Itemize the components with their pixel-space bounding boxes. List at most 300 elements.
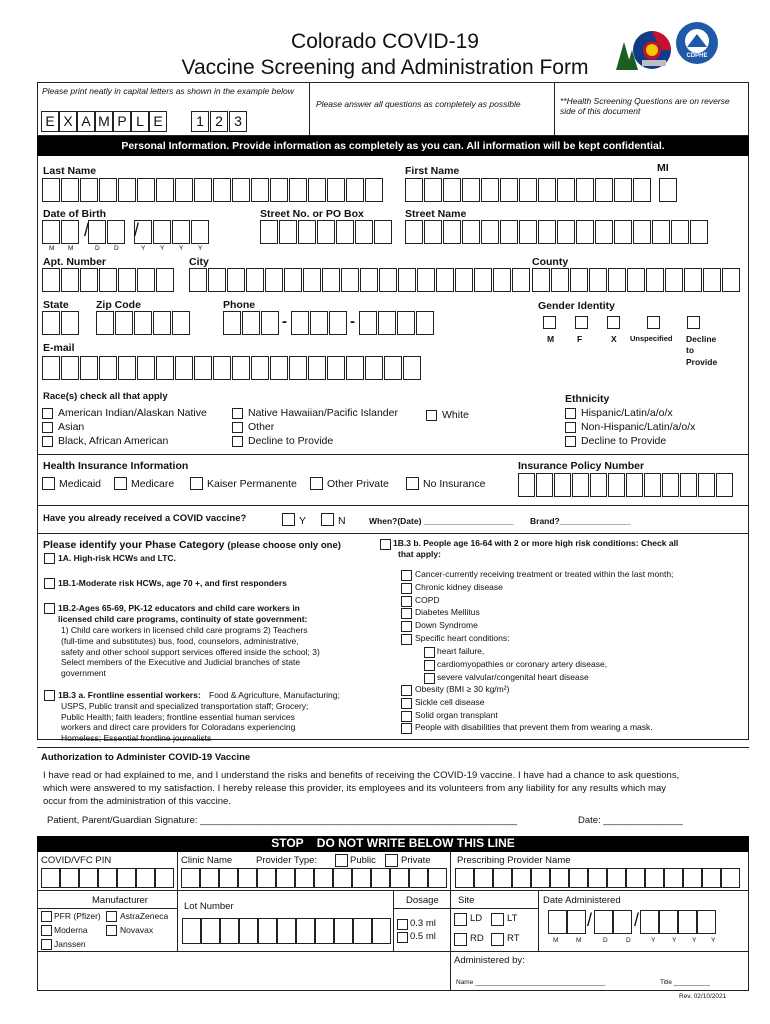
street-no-cell[interactable] <box>260 220 278 244</box>
lot-number-cell[interactable] <box>239 918 258 944</box>
prescriber-name-cell[interactable] <box>531 868 550 888</box>
pin-cell[interactable] <box>155 868 174 888</box>
street-no-label: Street No. or PO Box <box>260 208 364 220</box>
dob-cell[interactable] <box>107 220 125 244</box>
email-cell[interactable] <box>80 356 98 380</box>
first-name-cell[interactable] <box>424 178 442 202</box>
race-col2-option-checkbox[interactable] <box>232 436 243 447</box>
gender-x-checkbox[interactable] <box>607 316 620 329</box>
clinic-name-cell[interactable] <box>181 868 200 888</box>
first-name-cell[interactable] <box>481 178 499 202</box>
clinic-name-cell[interactable] <box>333 868 352 888</box>
phase-1b1-checkbox[interactable] <box>44 578 55 589</box>
email-cell[interactable] <box>308 356 326 380</box>
street-name-cell[interactable] <box>633 220 651 244</box>
pin-cell[interactable] <box>117 868 136 888</box>
email-cell[interactable] <box>194 356 212 380</box>
street-name-cell[interactable] <box>576 220 594 244</box>
city-cell[interactable] <box>208 268 226 292</box>
first-name-cell[interactable] <box>519 178 537 202</box>
dob-cell[interactable] <box>172 220 190 244</box>
city-cell[interactable] <box>474 268 492 292</box>
colorado-flag-logo <box>612 20 678 72</box>
city-cell[interactable] <box>303 268 321 292</box>
pin-cell[interactable] <box>98 868 117 888</box>
last-name-cell[interactable] <box>327 178 345 202</box>
lot-number-cell[interactable] <box>277 918 296 944</box>
email-cell[interactable] <box>232 356 250 380</box>
site-rt-checkbox[interactable] <box>491 933 504 946</box>
city-cell[interactable] <box>227 268 245 292</box>
date-admin-sublabel: D <box>626 937 631 944</box>
race-col2-option-checkbox[interactable] <box>232 408 243 419</box>
gender-m-checkbox[interactable] <box>543 316 556 329</box>
last-name-cell[interactable] <box>308 178 326 202</box>
clinic-name-cell[interactable] <box>238 868 257 888</box>
gender-unspecified-label: Unspecified <box>630 334 673 343</box>
clinic-name-cell[interactable] <box>295 868 314 888</box>
last-name-cell[interactable] <box>346 178 364 202</box>
lot-number-cell[interactable] <box>296 918 315 944</box>
phone-cell[interactable] <box>223 311 241 335</box>
email-cell[interactable] <box>270 356 288 380</box>
street-name-cell[interactable] <box>519 220 537 244</box>
policy-number-cell[interactable] <box>680 473 697 497</box>
city-cell[interactable] <box>246 268 264 292</box>
phone-cell[interactable] <box>242 311 260 335</box>
dob-cell[interactable] <box>153 220 171 244</box>
administrator-title-field[interactable]: Title __________ <box>660 979 710 986</box>
race-col1-option-checkbox[interactable] <box>42 422 53 433</box>
zip-cell[interactable] <box>115 311 133 335</box>
county-cell[interactable] <box>570 268 588 292</box>
last-name-cell[interactable] <box>194 178 212 202</box>
phone-cell[interactable] <box>261 311 279 335</box>
date-administered-cell[interactable] <box>594 910 613 934</box>
first-name-cell[interactable] <box>462 178 480 202</box>
astrazeneca-checkbox[interactable] <box>106 911 117 922</box>
first-name-cell[interactable] <box>595 178 613 202</box>
pin-cell[interactable] <box>79 868 98 888</box>
prescriber-name-cell[interactable] <box>493 868 512 888</box>
apt-cell[interactable] <box>99 268 117 292</box>
ethnicity-option-label: Non-Hispanic/Latin/a/o/x <box>581 421 696 433</box>
city-cell[interactable] <box>455 268 473 292</box>
manufacturer-label: Manufacturer <box>92 895 148 906</box>
heart-condition-checkbox[interactable] <box>424 660 435 671</box>
pin-cell[interactable] <box>41 868 60 888</box>
street-name-label: Street Name <box>405 208 467 220</box>
pin-cell[interactable] <box>136 868 155 888</box>
first-name-cell[interactable] <box>405 178 423 202</box>
city-cell[interactable] <box>436 268 454 292</box>
date-admin-slash: / <box>587 910 593 930</box>
first-name-cell[interactable] <box>538 178 556 202</box>
heart-condition-checkbox[interactable] <box>424 673 435 684</box>
last-name-cell[interactable] <box>175 178 193 202</box>
phone-cell[interactable] <box>291 311 309 335</box>
insurance-option-label: Other Private <box>327 478 389 490</box>
phone-cell[interactable] <box>378 311 396 335</box>
street-no-cell[interactable] <box>317 220 335 244</box>
policy-number-cell[interactable] <box>626 473 643 497</box>
clinic-name-cell[interactable] <box>314 868 333 888</box>
condition-checkbox[interactable] <box>401 621 412 632</box>
phase-1b3b-checkbox[interactable] <box>380 539 391 550</box>
zip-cell[interactable] <box>134 311 152 335</box>
last-name-cell[interactable] <box>232 178 250 202</box>
county-cell[interactable] <box>703 268 721 292</box>
email-cell[interactable] <box>118 356 136 380</box>
prescriber-name-cell[interactable] <box>455 868 474 888</box>
city-cell[interactable] <box>189 268 207 292</box>
race-col1-option-checkbox[interactable] <box>42 436 53 447</box>
moderna-label: Moderna <box>54 925 88 935</box>
street-name-cell[interactable] <box>690 220 708 244</box>
dob-cell[interactable] <box>191 220 209 244</box>
race-col2-option-label: Native Hawaiian/Pacific Islander <box>248 407 398 419</box>
county-label: County <box>532 256 569 268</box>
gender-f-checkbox[interactable] <box>575 316 588 329</box>
gender-unspecified-checkbox[interactable] <box>647 316 660 329</box>
last-name-cell[interactable] <box>118 178 136 202</box>
prescriber-name-cell[interactable] <box>474 868 493 888</box>
lot-number-cell[interactable] <box>334 918 353 944</box>
email-cell[interactable] <box>251 356 269 380</box>
prescriber-name-cell[interactable] <box>702 868 721 888</box>
phone-cell[interactable] <box>310 311 328 335</box>
insurance-option-checkbox[interactable] <box>310 477 323 490</box>
city-cell[interactable] <box>284 268 302 292</box>
lot-number-cell[interactable] <box>201 918 220 944</box>
ethnicity-option-checkbox[interactable] <box>565 408 576 419</box>
city-cell[interactable] <box>379 268 397 292</box>
policy-number-cell[interactable] <box>536 473 553 497</box>
policy-number-cell[interactable] <box>662 473 679 497</box>
dose-03-checkbox[interactable] <box>397 919 408 930</box>
condition-checkbox[interactable] <box>401 583 412 594</box>
apt-cell[interactable] <box>118 268 136 292</box>
phone-cell[interactable] <box>329 311 347 335</box>
condition-checkbox[interactable] <box>401 596 412 607</box>
condition-checkbox[interactable] <box>401 685 412 696</box>
date-administered-cell[interactable] <box>567 910 586 934</box>
street-name-cell[interactable] <box>500 220 518 244</box>
lot-number-cell[interactable] <box>353 918 372 944</box>
email-cell[interactable] <box>365 356 383 380</box>
street-no-cell[interactable] <box>374 220 392 244</box>
first-name-cell[interactable] <box>614 178 632 202</box>
ethnicity-option-checkbox[interactable] <box>565 436 576 447</box>
zip-cell[interactable] <box>153 311 171 335</box>
insurance-option-checkbox[interactable] <box>114 477 127 490</box>
street-no-cell[interactable] <box>355 220 373 244</box>
signature-field[interactable]: Patient, Parent/Guardian Signature: ____________________________________________________________ <box>47 815 518 826</box>
dose-05-label: 0.5 ml <box>410 931 436 942</box>
street-name-cell[interactable] <box>595 220 613 244</box>
dob-cell[interactable] <box>61 220 79 244</box>
email-cell[interactable] <box>175 356 193 380</box>
example-letter-box: X <box>59 111 77 132</box>
city-cell[interactable] <box>493 268 511 292</box>
policy-number-cell[interactable] <box>554 473 571 497</box>
cdphe-logo <box>676 22 718 64</box>
site-rd-checkbox[interactable] <box>454 933 467 946</box>
email-cell[interactable] <box>156 356 174 380</box>
example-letter-box: A <box>77 111 95 132</box>
policy-number-cell[interactable] <box>518 473 535 497</box>
email-cell[interactable] <box>137 356 155 380</box>
site-ld-checkbox[interactable] <box>454 913 467 926</box>
lot-number-cell[interactable] <box>258 918 277 944</box>
condition-checkbox[interactable] <box>401 711 412 722</box>
street-name-cell[interactable] <box>443 220 461 244</box>
policy-number-cell[interactable] <box>608 473 625 497</box>
phone-cell[interactable] <box>397 311 415 335</box>
dob-cell[interactable] <box>88 220 106 244</box>
apt-cell[interactable] <box>137 268 155 292</box>
prescriber-name-cell[interactable] <box>607 868 626 888</box>
clinic-name-cell[interactable] <box>352 868 371 888</box>
apt-cell[interactable] <box>80 268 98 292</box>
site-label: Site <box>458 895 475 906</box>
clinic-name-cell[interactable] <box>390 868 409 888</box>
prescriber-name-cell[interactable] <box>721 868 740 888</box>
street-name-cell[interactable] <box>481 220 499 244</box>
example-letter-box: 1 <box>191 111 209 132</box>
county-cell[interactable] <box>665 268 683 292</box>
public-label: Public <box>350 855 376 866</box>
street-name-cell[interactable] <box>405 220 423 244</box>
last-name-cell[interactable] <box>270 178 288 202</box>
street-name-cell[interactable] <box>652 220 670 244</box>
vaccine-no-checkbox[interactable] <box>321 513 334 526</box>
phase-1b3a-detail-line: Public Health; faith leaders; frontline essential human services <box>61 711 295 722</box>
vaccine-brand-field[interactable]: Brand?_______________ <box>530 516 631 526</box>
county-cell[interactable] <box>608 268 626 292</box>
apt-cell[interactable] <box>156 268 174 292</box>
authorization-line-3: occur from the administration of this vaccine. <box>43 796 231 807</box>
city-cell[interactable] <box>341 268 359 292</box>
email-cell[interactable] <box>346 356 364 380</box>
vaccine-top-rule <box>37 505 749 506</box>
condition-checkbox[interactable] <box>401 634 412 645</box>
date-administered-cell[interactable] <box>697 910 716 934</box>
race-white-option-checkbox[interactable] <box>426 410 437 421</box>
prescriber-name-cell[interactable] <box>512 868 531 888</box>
state-cell[interactable] <box>42 311 60 335</box>
insurance-option-checkbox[interactable] <box>406 477 419 490</box>
lot-number-cell[interactable] <box>372 918 391 944</box>
phase-1b3a-checkbox[interactable] <box>44 690 55 701</box>
last-name-cell[interactable] <box>99 178 117 202</box>
date-administered-cell[interactable] <box>678 910 697 934</box>
county-cell[interactable] <box>684 268 702 292</box>
race-col2-option-checkbox[interactable] <box>232 422 243 433</box>
condition-checkbox[interactable] <box>401 570 412 581</box>
dose-05-checkbox[interactable] <box>397 932 408 943</box>
street-name-cell[interactable] <box>424 220 442 244</box>
city-cell[interactable] <box>265 268 283 292</box>
middle-initial-cell[interactable] <box>659 178 677 202</box>
street-name-cell[interactable] <box>538 220 556 244</box>
clinic-name-cell[interactable] <box>371 868 390 888</box>
street-name-cell[interactable] <box>557 220 575 244</box>
print-instructions: Please print neatly in capital letters as shown in the example below <box>42 86 294 96</box>
email-cell[interactable] <box>327 356 345 380</box>
site-lt-checkbox[interactable] <box>491 913 504 926</box>
email-cell[interactable] <box>213 356 231 380</box>
ethnicity-option-checkbox[interactable] <box>565 422 576 433</box>
first-name-cell[interactable] <box>443 178 461 202</box>
street-no-cell[interactable] <box>336 220 354 244</box>
provider-divider-3 <box>177 890 178 951</box>
dob-cell[interactable] <box>42 220 60 244</box>
pin-cell[interactable] <box>60 868 79 888</box>
condition-checkbox[interactable] <box>401 608 412 619</box>
vaccine-when-field[interactable]: When?(Date) ___________________ <box>369 516 514 526</box>
private-checkbox[interactable] <box>385 854 398 867</box>
county-cell[interactable] <box>532 268 550 292</box>
public-checkbox[interactable] <box>335 854 348 867</box>
policy-number-cell[interactable] <box>698 473 715 497</box>
last-name-cell[interactable] <box>61 178 79 202</box>
phase-1b2-title-1: 1B.2-Ages 65-69, PK-12 educators and child care workers in <box>58 603 300 613</box>
zip-cell[interactable] <box>96 311 114 335</box>
state-cell[interactable] <box>61 311 79 335</box>
date-admin-label: Date Administered <box>543 895 621 906</box>
ethnicity-option-label: Decline to Provide <box>581 435 667 447</box>
email-label: E-mail <box>43 342 75 354</box>
policy-number-cell[interactable] <box>716 473 733 497</box>
signature-date-field[interactable]: Date: _______________ <box>578 815 683 826</box>
janssen-checkbox[interactable] <box>41 939 52 950</box>
street-no-cell[interactable] <box>279 220 297 244</box>
phone-cell[interactable] <box>359 311 377 335</box>
last-name-cell[interactable] <box>156 178 174 202</box>
street-name-cell[interactable] <box>614 220 632 244</box>
last-name-cell[interactable] <box>365 178 383 202</box>
city-cell[interactable] <box>398 268 416 292</box>
street-no-cell[interactable] <box>298 220 316 244</box>
city-cell[interactable] <box>322 268 340 292</box>
phase-1b2-checkbox[interactable] <box>44 603 55 614</box>
date-admin-sublabel: M <box>576 937 582 944</box>
phase-1a-checkbox[interactable] <box>44 553 55 564</box>
prescriber-name-cell[interactable] <box>683 868 702 888</box>
phase-heading <box>43 539 341 552</box>
administered-by-label: Administered by: <box>454 955 525 966</box>
date-administered-cell[interactable] <box>548 910 567 934</box>
insurance-option-checkbox[interactable] <box>42 477 55 490</box>
county-cell[interactable] <box>722 268 740 292</box>
heart-condition-label: cardiomyopathies or coronary artery disease, <box>437 658 608 669</box>
apt-cell[interactable] <box>61 268 79 292</box>
administrator-name-field[interactable]: Name ____________________________________ <box>456 979 606 986</box>
vaccine-yes-checkbox[interactable] <box>282 513 295 526</box>
prescriber-name-cell[interactable] <box>569 868 588 888</box>
condition-label: COPD <box>415 594 440 605</box>
novavax-checkbox[interactable] <box>106 925 117 936</box>
clinic-name-cell[interactable] <box>428 868 447 888</box>
date-administered-cell[interactable] <box>640 910 659 934</box>
email-cell[interactable] <box>99 356 117 380</box>
county-cell[interactable] <box>551 268 569 292</box>
date-administered-cell[interactable] <box>613 910 632 934</box>
pfizer-label: PFR (Pfizer) <box>54 911 101 921</box>
clinic-name-cell[interactable] <box>219 868 238 888</box>
policy-number-cell[interactable] <box>590 473 607 497</box>
prescriber-name-cell[interactable] <box>626 868 645 888</box>
prescriber-name-cell[interactable] <box>550 868 569 888</box>
lot-number-cell[interactable] <box>315 918 334 944</box>
city-cell[interactable] <box>417 268 435 292</box>
last-name-cell[interactable] <box>213 178 231 202</box>
email-cell[interactable] <box>289 356 307 380</box>
lot-number-cell[interactable] <box>220 918 239 944</box>
last-name-cell[interactable] <box>289 178 307 202</box>
pin-label: COVID/VFC PIN <box>41 855 112 866</box>
clinic-name-cell[interactable] <box>409 868 428 888</box>
gender-decline-checkbox[interactable] <box>687 316 700 329</box>
last-name-cell[interactable] <box>251 178 269 202</box>
email-cell[interactable] <box>61 356 79 380</box>
insurance-option-checkbox[interactable] <box>190 477 203 490</box>
condition-checkbox[interactable] <box>401 698 412 709</box>
clinic-name-cell[interactable] <box>257 868 276 888</box>
apt-cell[interactable] <box>42 268 60 292</box>
heart-condition-checkbox[interactable] <box>424 647 435 658</box>
moderna-checkbox[interactable] <box>41 925 52 936</box>
lot-number-cell[interactable] <box>182 918 201 944</box>
county-cell[interactable] <box>646 268 664 292</box>
condition-checkbox[interactable] <box>401 723 412 734</box>
policy-number-cell[interactable] <box>644 473 661 497</box>
phase-heading-text: Please identify your Phase Category <box>43 539 225 551</box>
first-name-cell[interactable] <box>633 178 651 202</box>
first-name-cell[interactable] <box>557 178 575 202</box>
prescriber-name-cell[interactable] <box>588 868 607 888</box>
email-cell[interactable] <box>42 356 60 380</box>
email-cell[interactable] <box>403 356 421 380</box>
insurance-option-label: Medicaid <box>59 478 102 490</box>
policy-number-cell[interactable] <box>572 473 589 497</box>
city-cell[interactable] <box>360 268 378 292</box>
dosage-rule <box>393 908 450 909</box>
street-name-cell[interactable] <box>462 220 480 244</box>
city-cell[interactable] <box>512 268 530 292</box>
clinic-name-cell[interactable] <box>276 868 295 888</box>
last-name-cell[interactable] <box>137 178 155 202</box>
last-name-cell[interactable] <box>80 178 98 202</box>
street-name-cell[interactable] <box>671 220 689 244</box>
email-cell[interactable] <box>384 356 402 380</box>
prescriber-name-cell[interactable] <box>645 868 664 888</box>
phone-cell[interactable] <box>416 311 434 335</box>
county-cell[interactable] <box>627 268 645 292</box>
last-name-cell[interactable] <box>42 178 60 202</box>
phase-1a-label: 1A. High-risk HCWs and LTC. <box>58 553 176 563</box>
first-name-cell[interactable] <box>500 178 518 202</box>
county-cell[interactable] <box>589 268 607 292</box>
date-administered-cell[interactable] <box>659 910 678 934</box>
pfizer-checkbox[interactable] <box>41 911 52 922</box>
prescriber-name-cell[interactable] <box>664 868 683 888</box>
clinic-name-cell[interactable] <box>200 868 219 888</box>
zip-cell[interactable] <box>172 311 190 335</box>
race-col1-option-checkbox[interactable] <box>42 408 53 419</box>
first-name-cell[interactable] <box>576 178 594 202</box>
